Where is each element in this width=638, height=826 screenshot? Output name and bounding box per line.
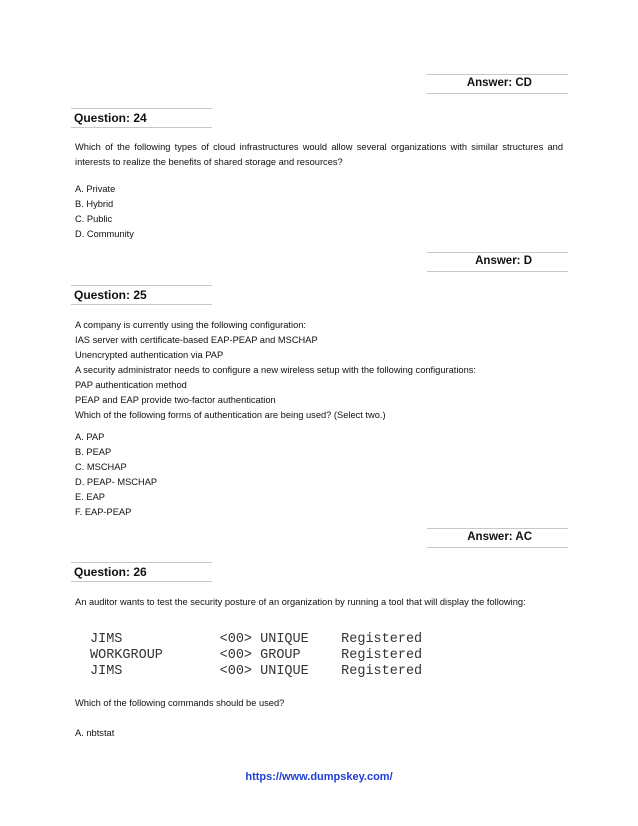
option: F. EAP-PEAP [75,507,132,517]
question-title-24 [71,108,212,128]
body-line: A security administrator needs to configure a new wireless setup with the following configurations: [75,365,477,375]
answer-box-24 [427,252,568,272]
console-row: JIMS <00> UNIQUE Registered [90,664,423,679]
console-row: JIMS <00> UNIQUE Registered [90,632,423,647]
option: A. nbtstat [75,728,115,738]
option: D. Community [75,229,134,239]
body-line: PEAP and EAP provide two-factor authentication [75,395,276,405]
question-25-options [75,430,565,520]
answer-text: Answer: D [475,255,532,267]
console-row: WORKGROUP <00> GROUP Registered [90,648,423,663]
option: D. PEAP- MSCHAP [75,477,158,487]
option: C. Public [75,214,113,224]
option: C. MSCHAP [75,462,127,472]
question-26-prompt [75,696,565,711]
console-output [90,632,422,680]
question-title: Question: 25 [74,288,147,302]
question-24-options [75,182,565,242]
question-26-body: An auditor wants to test the security posture of an organization by running a tool that will display the following: [75,597,526,607]
answer-box-25 [427,528,568,548]
answer-text: Answer: AC [467,531,532,543]
question-title: Question: 26 [74,565,147,579]
option: A. Private [75,184,116,194]
option: B. Hybrid [75,199,114,209]
body-line: PAP authentication method [75,380,187,390]
option: B. PEAP [75,447,112,457]
question-title-25 [71,285,212,305]
body-line: Unencrypted authentication via PAP [75,350,224,360]
option: E. EAP [75,492,105,502]
question-26-options [75,726,565,741]
footer-link[interactable]: https://www.dumpskey.com/ [245,771,393,783]
body-line: IAS server with certificate-based EAP-PEAP and MSCHAP [75,335,318,345]
question-title-26 [71,562,212,582]
question-title: Question: 24 [74,111,147,125]
body-line: A company is currently using the following configuration: [75,320,306,330]
answer-box-23 [427,74,568,94]
prompt-line: Which of the following commands should be used? [75,698,285,708]
answer-text: Answer: CD [466,77,532,89]
question-24-body: Which of the following types of cloud infrastructures would allow several organizations with similar structures and interests to realize the benefits of shared storage and resources? [75,142,563,167]
question-25-body [75,318,565,423]
option: A. PAP [75,432,105,442]
body-line: Which of the following forms of authentication are being used? (Select two.) [75,410,386,420]
